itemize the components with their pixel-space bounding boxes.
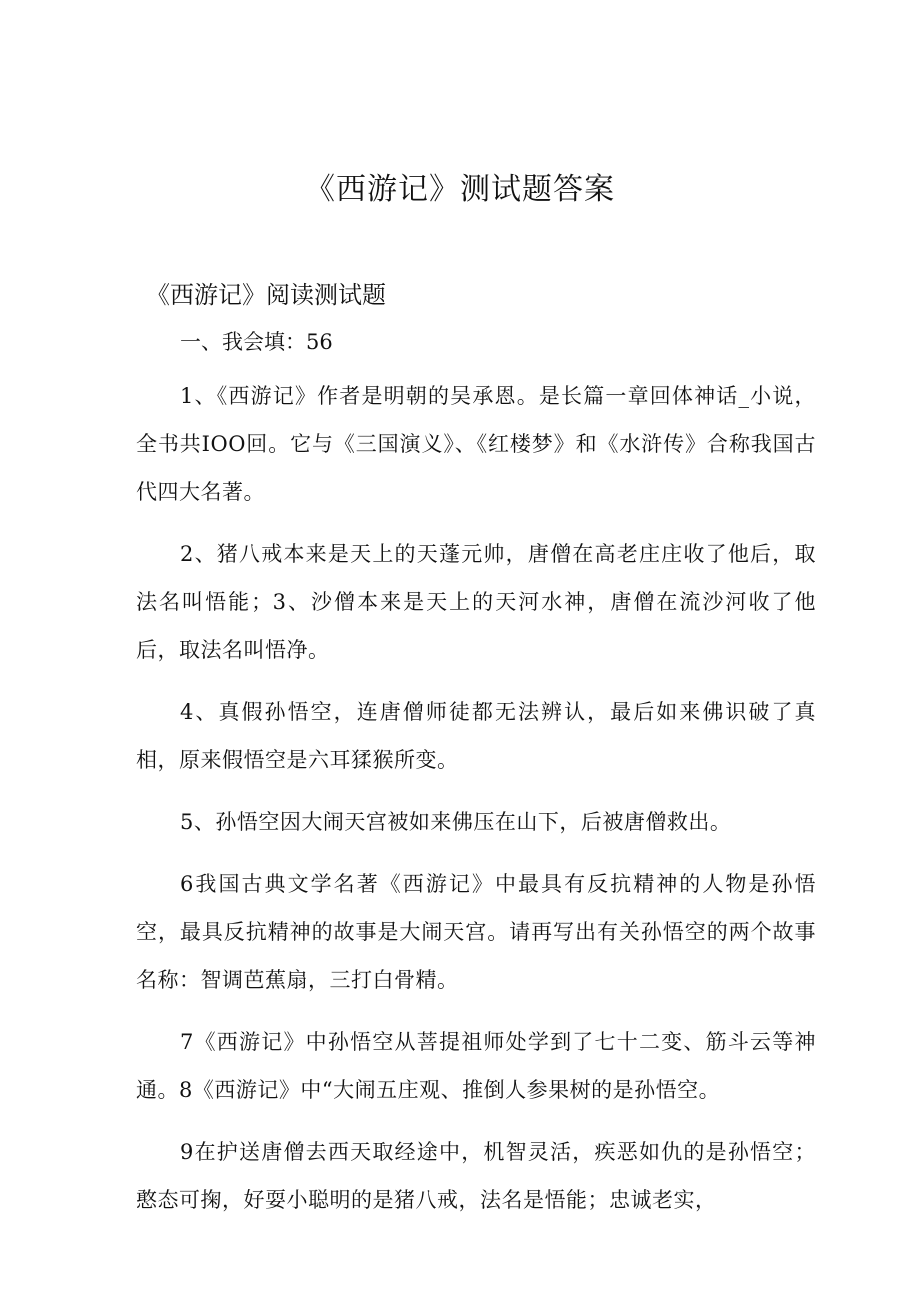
paragraph-4: 5、孙悟空因大闹天宫被如来佛压在山下，后被唐僧救出。 [180,810,732,834]
paragraph-7: 9在护送唐僧去西天取经途中，机智灵活，疾恶如仇的是孙悟空；憨态可掬，好耍小聪明的是猪八戒，法名是悟能；忠诚老实， [136,1140,816,1212]
paragraph-3: 4、真假孙悟空，连唐僧师徒都无法辨认，最后如来佛识破了真相，原来假悟空是六耳猱猴所变。 [136,700,816,772]
paragraph-6: 7《西游记》中孙悟空从菩提祖师处学到了七十二变、筋斗云等神通。8《西游记》中“大闹五庄观、推倒人参果树的是孙悟空。 [136,1030,816,1102]
question-section-label: 一、我会填：56 [180,330,333,354]
paragraph-5: 6我国古典文学名著《西游记》中最具有反抗精神的人物是孙悟空，最具反抗精神的故事是大闹天宫。请再写出有关孙悟空的两个故事名称：智调芭蕉扇，三打白骨精。 [136,872,816,992]
answer-body [136,372,816,1238]
paragraph-2: 2、猪八戒本来是天上的天蓬元帅，唐僧在高老庄庄收了他后，取法名叫悟能；3、沙僧本来是天上的天河水神，唐僧在流沙河收了他后，取法名叫悟净。 [136,542,816,662]
paragraph-1: 1、《西游记》作者是明朝的吴承恩。是长篇一章回体神话_小说，全书共IOO回。它与《三国演义》、《红楼梦》和《水浒传》合称我国古代四大名著。 [136,384,816,504]
section-heading: 《西游记》阅读测试题 [146,281,386,309]
document-title: 《西游记》测试题答案 [305,172,615,207]
